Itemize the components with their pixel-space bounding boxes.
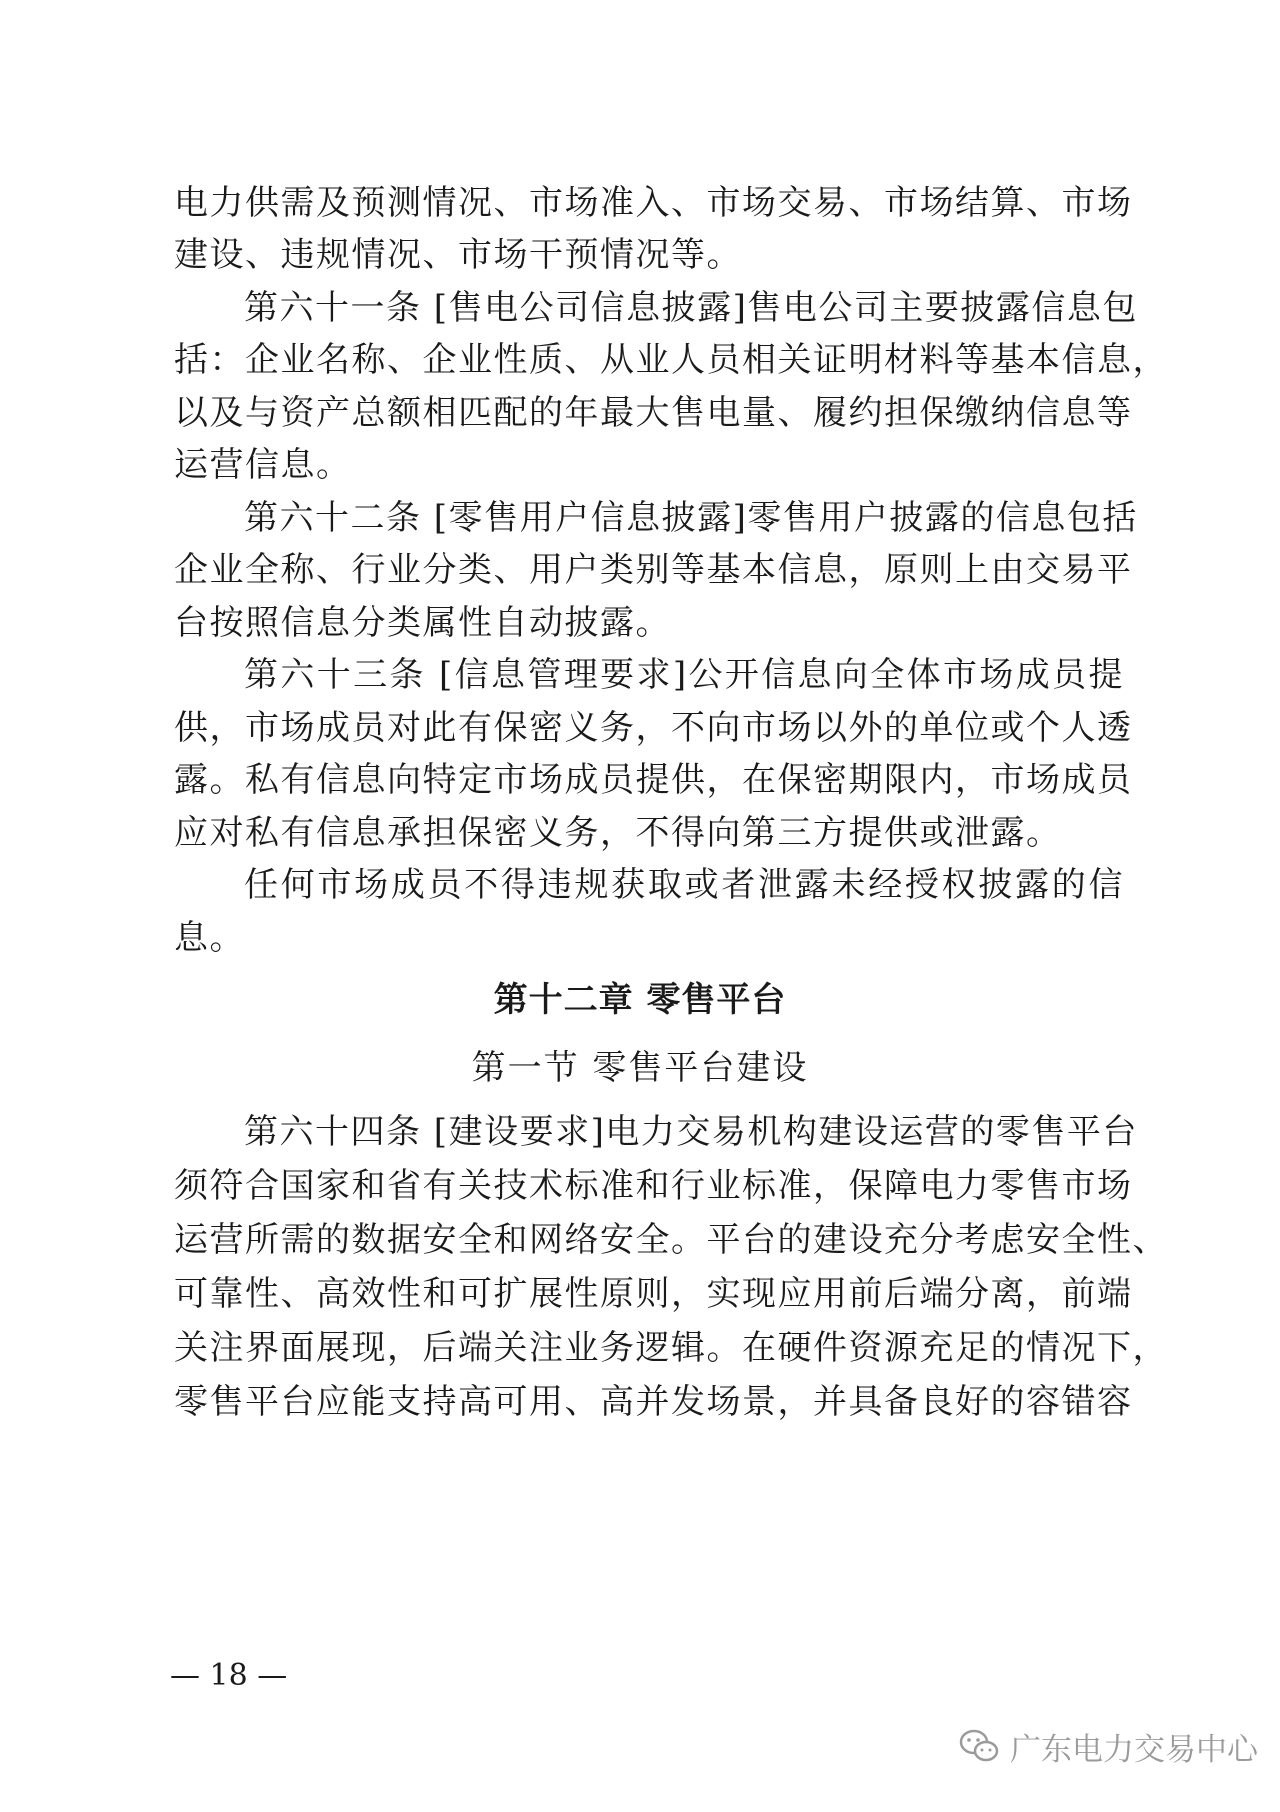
article-64-line-2: 须符合国家和省有关技术标准和行业标准，保障电力零售市场 xyxy=(174,1166,1133,1206)
article-62-line-2: 企业全称、行业分类、用户类别等基本信息，原则上由交易平 xyxy=(174,550,1133,590)
article-63-line-1: 第六十三条 [信息管理要求]公开信息向全体市场成员提 xyxy=(244,655,1124,695)
article-64-line-4: 可靠性、高效性和可扩展性原则，实现应用前后端分离，前端 xyxy=(174,1274,1133,1314)
watermark-text: 广东电力交易中心 xyxy=(1010,1731,1258,1768)
article-64-line-3: 运营所需的数据安全和网络安全。平台的建设充分考虑安全性、 xyxy=(174,1220,1168,1260)
watermark xyxy=(958,1724,1258,1768)
article-62-line-1: 第六十二条 [零售用户信息披露]零售用户披露的信息包括 xyxy=(244,498,1138,538)
article-64-line-6: 零售平台应能支持高可用、高并发场景，并具备良好的容错容 xyxy=(174,1382,1133,1422)
article-63-line-4: 应对私有信息承担保密义务，不得向第三方提供或泄露。 xyxy=(174,813,1062,853)
wechat-icon xyxy=(958,1728,1000,1764)
paragraph-line-1: 任何市场成员不得违规获取或者泄露未经授权披露的信 xyxy=(244,865,1124,905)
article-61-line-3: 以及与资产总额相匹配的年最大售电量、履约担保缴纳信息等 xyxy=(174,393,1133,433)
section-title: 第一节 零售平台建设 xyxy=(471,1048,809,1088)
article-63-line-3: 露。私有信息向特定市场成员提供，在保密期限内，市场成员 xyxy=(174,760,1133,800)
text-line-1: 电力供需及预测情况、市场准入、市场交易、市场结算、市场 xyxy=(174,183,1133,223)
article-61-line-1: 第六十一条 [售电公司信息披露]售电公司主要披露信息包 xyxy=(244,288,1138,328)
article-61-line-2: 括：企业名称、企业性质、从业人员相关证明材料等基本信息， xyxy=(174,340,1168,380)
chapter-title: 第十二章 零售平台 xyxy=(493,980,787,1020)
paragraph-line-2: 息。 xyxy=(174,918,245,958)
article-61-line-4: 运营信息。 xyxy=(174,445,352,485)
text-line-2: 建设、违规情况、市场干预情况等。 xyxy=(174,235,742,275)
article-62-line-3: 台按照信息分类属性自动披露。 xyxy=(174,603,671,643)
article-64-line-1: 第六十四条 [建设要求]电力交易机构建设运营的零售平台 xyxy=(244,1112,1138,1152)
article-63-line-2: 供，市场成员对此有保密义务，不向市场以外的单位或个人透 xyxy=(174,708,1133,748)
article-64-line-5: 关注界面展现，后端关注业务逻辑。在硬件资源充足的情况下， xyxy=(174,1328,1168,1368)
page-number: — 18 — xyxy=(170,1658,288,1693)
